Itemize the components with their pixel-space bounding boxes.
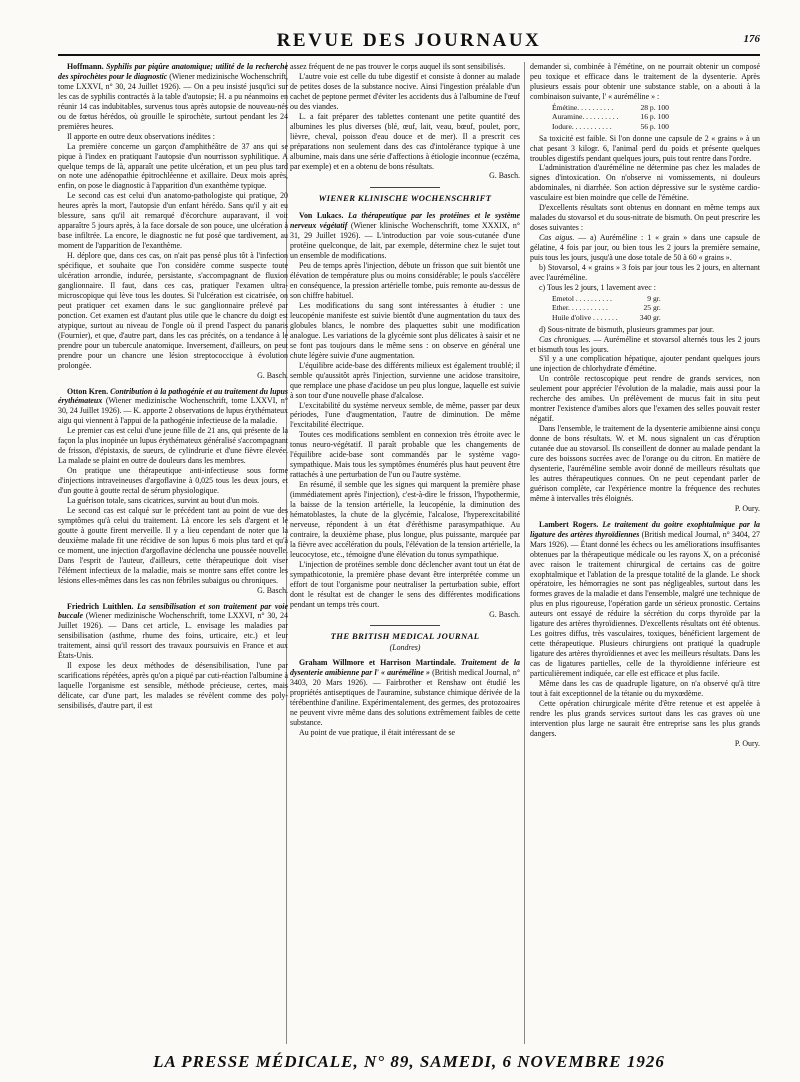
column-middle: [290, 62, 520, 1044]
paragraph: Sa toxicité est faible. Si l'on donne une capsule de 2 « grains » à un chat pesant 3 kilogr. 6, l'animal perd du poids et présente quelques troubles digestifs pendant quelques jours, puis tout rentre dans l'ordre.: [530, 133, 760, 163]
section-divider: [370, 625, 440, 626]
formula-row: [552, 122, 673, 132]
paragraph: La guérison totale, sans cicatrices, survint au bout d'un mois.: [67, 495, 260, 505]
formula-amount: 9 gr.: [647, 293, 661, 303]
column-left: [58, 62, 288, 1044]
paragraph: Un contrôle rectoscopique peut rendre de grands services, non seulement pour apprécier l'évolution de la maladie, mais aussi pour la recherche des amibes. Un prélèvement de mucus fait in situ peut montrer l'existence d'amibes alors que l'examen des selles pouvait rester négatif.: [530, 374, 760, 424]
article-title: Contribution à la pathogénie et au traitement du lupus érythémateux: [58, 386, 288, 406]
journal-heading: THE BRITISH MEDICAL JOURNAL: [330, 631, 480, 642]
paragraph: Il expose les deux méthodes de désensibilisation, l'une par scarifications répétées, après qu'on a piqué par cuti-réaction l'albumine à laquelle l'organisme est sensible, méthode précieuse, certes, mais délicate, car d'une part, les malades se révèlent comme des poly-sensibilisés, d'autre part, il est: [58, 661, 288, 711]
article-reference: (Wiener medizinische Wochenschrift, tome LXXVI, n° 30, 24 Juillet 1926). — On a peu insisté jusqu'ici sur les cas de syphilis contractés à la table d'autopsie; H. a pu néanmoins en réunir 14 cas indubitables, survenus tous après autopsie de nouveau-nés ou de fœtus hérédos, où grouille le spirochète, surtout pendant les 24 premières heures.: [58, 71, 288, 131]
article-signature: G. Basch.: [489, 171, 520, 181]
article-reference: (Wiener klinische Wochenschrift, tome XXXIX, n° 31, 29 Juillet 1926). — L'introduction par voie sous-cutanée d'une protéine quelconque, de lait, par exemple, détermine chez le sujet tout un ensemble de modifications.: [290, 221, 520, 261]
article-title: Le traitement du goitre exophtalmique par la ligature des artères thyroïdiennes: [530, 519, 760, 539]
article-luithlen-lead: [58, 602, 288, 662]
paragraph: Même dans les cas de quadruple ligature, on n'a observé qu'à titre tout à fait exceptionnel de la tétanie ou du myxœdème.: [530, 678, 760, 698]
paragraph: S'il y a une complication hépatique, ajouter pendant quelques jours une injection de chlorhydrate d'émétine.: [530, 354, 760, 374]
article-author: Friedrich Luithlen.: [67, 601, 134, 611]
formula-ingredient: Emetol . . . . . . . . . .: [552, 293, 612, 303]
formula-amount: 25 gr.: [643, 303, 661, 313]
paragraph: Le premier cas est celui d'une jeune fille de 21 ans, qui présente de la façon la plus inopinée un lupus érythémateux généralisé s'accompagnant de frisson, d'épistaxis, de sueurs, de cylindrurie et d'une fièvre élevée. La malade se plaint en outre de douleurs dans les membres.: [58, 426, 288, 466]
case-text: — Auréméline et stovarsol alternés tous les 2 jours et bismuth tous les jours.: [530, 334, 760, 354]
paragraph: On pratique une thérapeutique anti-infectieuse sous forme d'injections intraveineuses d'argoflavine à 0,025 tous les deux jours, et d'un goutte à goutte rectal de sérum physiologique.: [58, 466, 288, 496]
paragraph: Peu de temps après l'injection, débute un frisson que suit bientôt une élévation de température plus ou moins considérable; le pouls s'accélère en conséquence, la pression artérielle tombe, puis remonte au-dessus de son chiffre habituel.: [290, 261, 520, 301]
journal-city: (Londres): [389, 643, 421, 653]
formula-amount: 28 p. 100: [640, 102, 669, 112]
article-title: Syphilis par piqûre anatomique; utilité de la recherche des spirochètes pour le diagnostic: [58, 62, 288, 81]
paragraph: L'administration d'auréméline ne détermine pas chez les malades de signes d'intoxication. On n'observe ni vomissements, ni douleurs abdominales, ni diarrhée. Son action dépressive sur le système cardio-vasculaire est bien moindre que celle de l'émétine.: [530, 163, 760, 203]
formula-row: [552, 303, 665, 313]
paragraph: L'excitabilité du système nerveux semble, de même, passer par deux périodes, l'une d'augmentation, l'autre de diminution. De même l'excitabilité électrique.: [290, 400, 520, 430]
formula-ingredient: Émétine. . . . . . . . . .: [552, 102, 614, 112]
paragraph: Toutes ces modifications semblent en connexion très étroite avec le tonus neuro-végétatif. Il paraît probable que les changements de l'équilibre acide-base sont commandés par le système vago-sympathique. Mais tous les symptômes énumérés plus haut peuvent être rattachés à une perturbation de l'un ou l'autre système.: [290, 430, 520, 480]
journal-heading: WIENER KLINISCHE WOCHENSCHRIFT: [318, 193, 492, 204]
paragraph: L'autre voie est celle du tube digestif et consiste à donner au malade de petites doses de la substance nocive. Ainsi l'ingestion préalable d'un cachet de peptone permet d'éviter les accidents dus à l'albumine de l'œuf ou des viandes.: [290, 71, 520, 111]
article-rogers-lead: [530, 520, 760, 679]
paragraph: Le second cas est celui d'un anatomo-pathologiste qui pratique, 20 heures après la mort, l'autopsie d'un enfant hérédo. Sans qu'il y ait eu blessure, sans qu'il ait remarqué d'écorchure auparavant, il voit apparaître 5 jours après, à la face dorsale de son pouce, une ulcération à base infiltrée. La encore, le diagnostic ne fut posé que tardivement, au moment de l'apparition de l'exanthème.: [58, 191, 288, 251]
paragraph: Cette opération chirurgicale mérite d'être retenue et est appelée à rendre les plus grands services surtout dans les cas graves où une intervention plus large ne saurait être entreprise sans les plus grands dangers.: [530, 698, 760, 738]
paragraph: demander si, combinée à l'émétine, on ne pourrait obtenir un composé peu toxique et efficace dans le traitement de la dysenterie. Après plusieurs essais pour obtenir une substance stable, on a abouti à la combinaison suivante, l' « auréméline » :: [530, 62, 760, 101]
formula-row: [552, 103, 673, 113]
paragraph: La première concerne un garçon d'amphithéâtre de 37 ans qui se pique à l'index en pratiquant l'autopsie d'un nourrisson syphilitique. A quelque temps de là, apparaît une petite ulcération, et un peu plus tard on note une adénopathie épitrochléenne et axillaire. Deux mois après, enfin, on pose le diagnostic à l'apparition d'un exanthème typique.: [58, 141, 288, 191]
article-signature: G. Basch.: [257, 585, 288, 595]
article-hoffmann-lead: [58, 62, 288, 132]
formula-amount: 56 p. 100: [640, 122, 669, 131]
article-signature: G. Basch.: [257, 370, 288, 380]
paragraph: L'équilibre acide-base des différents milieux est également troublé; il semble qu'aussitôt après l'injection, survienne une acidose transitoire, que remplace une phase d'acidose un peu plus longue, laquelle est suivie à son tour d'une nouvelle phase d'alcalose.: [290, 360, 520, 400]
case-text: — a) Auréméline : 1 « grain » dans une capsule de gélatine, 4 fois par jour, ou bien tous les 2 jours la première semaine, puis tous les jours, jusqu'à une dose totale de 50 à 60 « grains ».: [530, 233, 760, 263]
page-header: [58, 30, 760, 56]
article-author: Graham Willmore et Harrison Martindale.: [299, 658, 456, 668]
formula-ingredient: Huile d'olive . . . . . . .: [552, 313, 618, 323]
formula-row: [552, 313, 665, 323]
article-lukacs-lead: [290, 211, 520, 261]
paragraph: Les modifications du sang sont intéressantes à étudier : une leucopénie manifeste est suivie bientôt d'une augmentation du taux des globules blancs, le nombre des plaquettes subit une modification analogue. Les variations de la glycémie sont plus délicates à saisir et ne se font pas toujours dans le même sens : on observe en général une chute légère suivie d'une augmentation.: [290, 300, 520, 360]
article-signature: G. Basch.: [489, 609, 520, 619]
formula-ingredient: Iodure. . . . . . . . . . .: [552, 122, 612, 131]
article-reference: (Wiener medizinische Wochenschrift, tome LXXVI, n° 30, 24 Juillet 1926). — Dans cet article, L. envisage les maladies par sensibilisation (asthme, rhume des foins, urticaire, etc.) et leur traitement, ainsi qu'il ressort des travaux poursuivis en France et aux États-Unis.: [58, 611, 288, 661]
paragraph: assez fréquent de ne pas trouver le corps auquel ils sont sensibilisés.: [290, 62, 506, 71]
article-reference: (Wiener medizinische Wochenschrift, tome LXXVI, n° 30, 24 Juillet 1926). — K. apporte 2 observations de lupus érythémateux aigu qui viennent à l'appui de la pathogénie infectieuse de la maladie.: [58, 396, 288, 426]
formula-row: [552, 294, 665, 304]
article-reference: (British medical Journal, n° 3404, 27 Mars 1926). — Étant donné les échecs ou les améliorations insuffisantes obtenues par la thérapeutique médicale ou les rayons X, on a préconisé avec raison le traitement chirurgical de certains cas de goitre exophtalmique et l'ablation de la presque totalité de la glande. Le shock opératoire, les hémorragies ne sont pas négligeables, surtout dans les formes graves de la maladie et dans l'ensemble, malgré une technique de plus en plus rigoureuse, l'opération garde un sérieux pronostic. Certains auteurs ont essayé de réduire la sécrétion du corps thyroïde par la ligature des artères thyroïdiennes. D'excellents résultats ont été obtenus. Les goitres diffus, très vasculaires, toxiques, bénéficient largement de cette thérapeutique. Plusieurs chirurgiens ont pratiqué la quadruple ligature des artères thyroïdiennes et avec les meilleurs résultats. Dans les cas de ligatures partielles, celle de la thyroïdienne inférieure est particulièrement indiquée, car elle est efficace et plus facile.: [530, 529, 760, 679]
paragraph-acute-cases: [530, 233, 760, 263]
case-label: Cas chroniques.: [539, 334, 591, 344]
section-divider: [370, 187, 440, 188]
article-author: Von Lukacs.: [299, 211, 344, 221]
page-footer: LA PRESSE MÉDICALE, N° 89, SAMEDI, 6 NOVEMBRE 1926: [153, 1052, 665, 1071]
paragraph: D'excellents résultats sont obtenus en donnant en même temps aux malades du stovarsol et du sous-nitrate de bismuth. On peut prescrire les doses suivantes :: [530, 203, 760, 233]
article-willmore-lead: [290, 658, 520, 728]
article-author: Hoffmann.: [67, 62, 104, 71]
formula-table: [552, 103, 673, 132]
article-reference: (British medical Journal, n° 3403, 20 Mars 1926). — Fairbrother et Renshaw ont étudié les propriétés antiseptiques de l'auramine, substance chimique dérivée de la térébenthine d'aniline. Expérimentalement, des germes, des protozoaires ne peuvent vivre même dans des solutions extrêmement faibles de cette substance.: [290, 668, 520, 728]
paragraph: Dans l'ensemble, le traitement de la dysenterie amibienne ainsi conçu donne de bons résultats. W. et M. nous signalent un cas d'éruption cutanée due au stovarsol. Ils conseillent de donner au malade pendant la cure des boissons sucrées avec de l'orange ou du citron. En matière de dysenterie, l'auréméline semble avoir donné de meilleurs résultats que les autres thérapeutiques connues. On ne peut cependant parler de guérison complète, car l'expérience montre la fréquence des rechutes même à intervalles très éloignés.: [530, 424, 760, 503]
formula-ingredient: Ether. . . . . . . . . . .: [552, 303, 608, 313]
formula-ingredient: Auramine. . . . . . . . . .: [552, 112, 619, 122]
journal-section-title: REVUE DES JOURNAUX: [276, 30, 542, 51]
paragraph: b) Stovarsol, 4 « grains » 3 fois par jour tous les 2 jours, en alternant avec l'auréméline.: [530, 262, 760, 282]
article-signature: P. Oury.: [734, 738, 760, 748]
page-number: 176: [743, 33, 760, 45]
paragraph: L'injection de protéines semble donc déclencher avant tout un état de sympathicotonie, la première phase devant être interprétée comme un effort de tout l'organisme pour neutraliser la perturbation subie, effort dont le résultat est de changer le sens des différentes modifications pendant un temps très court.: [290, 559, 520, 609]
paragraph: c) Tous les 2 jours, 1 lavement avec :: [539, 282, 656, 292]
case-label: Cas aigus.: [539, 233, 575, 243]
paragraph: L. a fait préparer des tablettes contenant une petite quantité des albumines les plus diverses (blé, œuf, lait, veau, bœuf, poulet, porc, lièvre, cheval, poisson d'eau douce et de mer). Il a prescrit ces préparations non seulement dans des cas d'intolérance typique à une albumine, mais dans une série d'affections à étiologie inconnue (eczéma, par exemple) et en a obtenu de bons résultats.: [290, 111, 520, 171]
paragraph-chronic-cases: [530, 335, 760, 355]
article-signature: P. Oury.: [734, 503, 760, 513]
article-title: La sensibilisation et son traitement par voie buccale: [58, 601, 288, 621]
paragraph: Au point de vue pratique, il était intéressant de se: [299, 728, 456, 738]
article-author: Otton Kren.: [67, 386, 109, 396]
article-author: Lambert Rogers.: [539, 519, 599, 529]
column-divider: [524, 62, 525, 1044]
article-title: La thérapeutique par les protéines et le système nerveux végétatif: [290, 211, 520, 231]
article-title: Traitement de la dysenterie amibienne par l' « auréméline »: [290, 658, 520, 678]
paragraph: Il apporte en outre deux observations inédites :: [67, 131, 215, 141]
paragraph: En résumé, il semble que les signes qui marquent la première phase (immédiatement après l'injection), c'est-à-dire le frisson, l'hypothermie, la baisse de la tension artérielle, la leucopénie, la diminution des hématoblastes, la chute de la glycémie, l'alcalose, l'hyperexcitabilité nerveuse, répondent à un état d'éréthisme parasympathique. Au contraire, la deuxième phase, plus longue, plus puissante, marquée par la fièvre avec accélération du pouls, l'élévation de la tension artérielle, la leucocytose, etc., témoigne d'une élévation du tonus sympathique.: [290, 480, 520, 559]
formula-amount: 16 p. 100: [640, 112, 669, 122]
formula-row: [552, 112, 673, 122]
column-right: [530, 62, 760, 1044]
paragraph: d) Sous-nitrate de bismuth, plusieurs grammes par jour.: [539, 324, 715, 334]
paragraph: H. déplore que, dans ces cas, on n'ait pas pensé plus tôt à l'infection spécifique, et souhaite que l'on considère comme suspecte toute ulcération arrondie, indurée, persistante, s'accompagnant de fluxion ganglionnaire. Il faut, dans ces cas, pratiquer l'examen ultra-microscopique qui lève tous les doutes. Si l'ulcération est cicatrisée, on peut pratiquer cet examen dans le suc ganglionnaire prélevé par ponction. Cet examen est d'autant plus utile que le chancre du doigt est atypique, surtout au niveau de l'ongle où il prend l'aspect du panaris (Fournier), et que, d'autre part, dans les cas précités, on a tendance à le prendre pour un tubercule anatomique. Inversement, d'ailleurs, on peut prendre pour un chancre une lésion streptococcique à évolution prolongée.: [58, 251, 288, 370]
formula-amount: 340 gr.: [639, 313, 661, 323]
article-kren-lead: [58, 387, 288, 427]
formula-table: [552, 294, 665, 323]
paragraph: Le second cas est calqué sur le précédent tant au point de vue des symptômes qu'à celui du traitement. Là encore les sels d'argent et le goutte à goutte firent merveille. Il y a lieu cependant de noter que la deuxième malade fit une récidive de son lupus 6 mois plus tard et qu'à ce moment, une injection d'argoflavine déclencha une poussée nouvelle. Dans l'esprit de l'auteur, d'ailleurs, cette thérapeutique doit viser l'élément infectieux de la maladie, mais se montre sans effet contre les lésions elles-mêmes dans les cas non fébriles subaigus ou chroniques.: [58, 505, 288, 585]
